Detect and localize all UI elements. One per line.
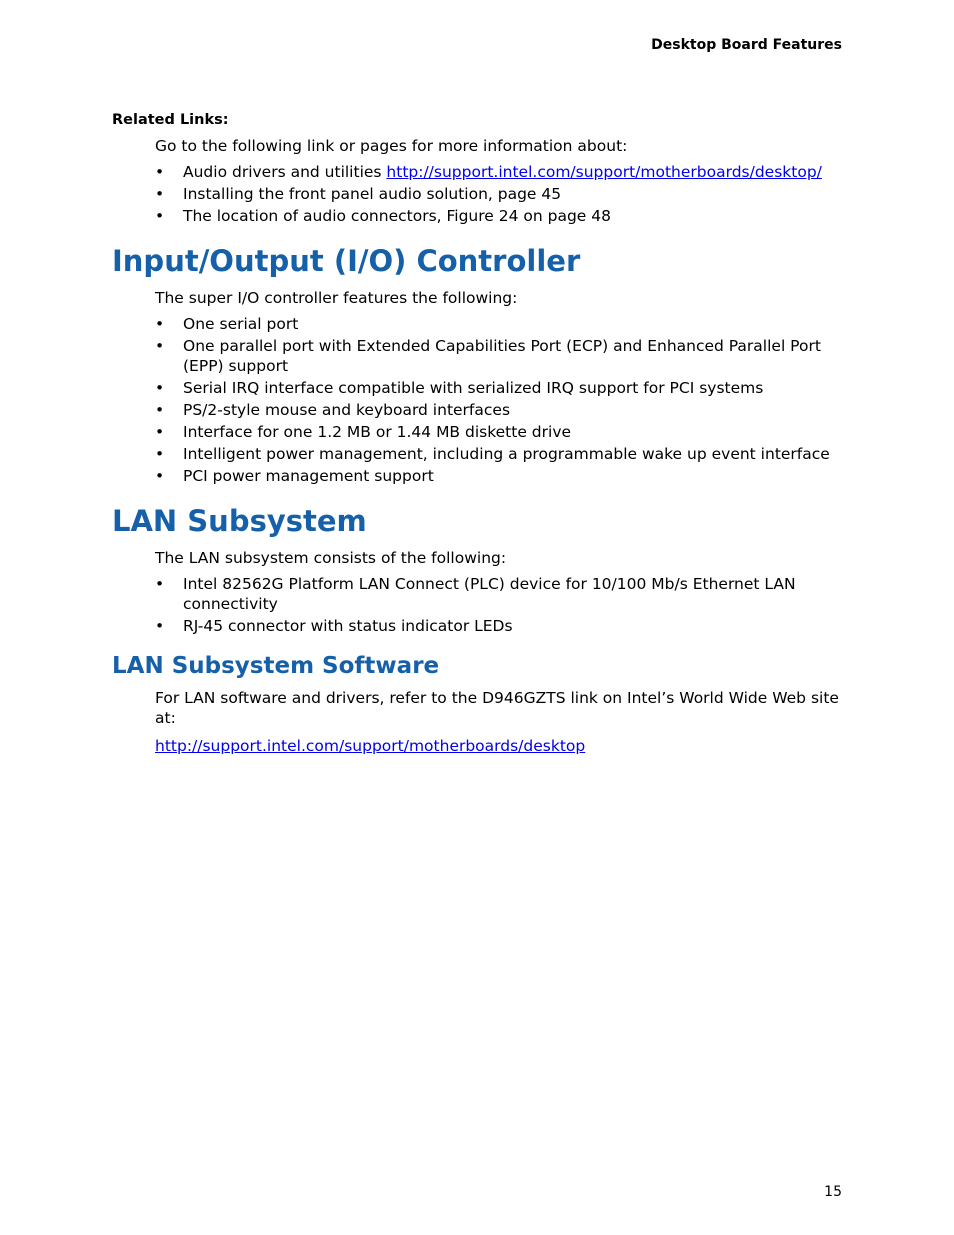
- bullet-icon: •: [155, 337, 165, 355]
- list-item: [155, 574, 842, 614]
- lan-software-link-paragraph: [155, 736, 842, 756]
- list-item: [155, 422, 842, 442]
- related-links-title: Related Links:: [112, 112, 229, 128]
- bullet-icon: •: [155, 163, 165, 181]
- io-controller-list: [155, 314, 842, 486]
- list-item-text: One serial port: [183, 315, 299, 333]
- running-header: Desktop Board Features: [651, 37, 842, 53]
- lan-subsystem-heading: LAN Subsystem: [112, 504, 367, 538]
- list-item-text: RJ-45 connector with status indicator LEDs: [183, 617, 513, 635]
- list-item-text: PS/2-style mouse and keyboard interfaces: [183, 401, 511, 419]
- list-item: [155, 466, 842, 486]
- bullet-icon: •: [155, 185, 165, 203]
- bullet-icon: •: [155, 315, 165, 333]
- list-item: [155, 336, 842, 376]
- list-item: [155, 444, 842, 464]
- bullet-icon: •: [155, 401, 165, 419]
- list-item-text: Audio drivers and utilities: [183, 163, 387, 181]
- list-item: [155, 400, 842, 420]
- list-item: [155, 616, 842, 636]
- list-item-text: Intel 82562G Platform LAN Connect (PLC) device for 10/100 Mb/s Ethernet LAN connectivity: [183, 575, 796, 613]
- lan-software-body: For LAN software and drivers, refer to the D946GZTS link on Intel’s World Wide Web site at:: [155, 689, 839, 727]
- list-item-text: Serial IRQ interface compatible with serialized IRQ support for PCI systems: [183, 379, 764, 397]
- audio-drivers-link[interactable]: http://support.intel.com/support/motherboards/desktop/: [386, 163, 822, 181]
- bullet-icon: •: [155, 575, 165, 593]
- bullet-icon: •: [155, 379, 165, 397]
- related-links-section: [155, 136, 842, 226]
- list-item-text: Installing the front panel audio solution, page 45: [183, 185, 562, 203]
- list-item-text: PCI power management support: [183, 467, 434, 485]
- page-number: 15: [824, 1184, 842, 1200]
- list-item: [155, 184, 842, 204]
- bullet-icon: •: [155, 617, 165, 635]
- related-links-list: [155, 162, 842, 226]
- list-item: [155, 206, 842, 226]
- list-item: [155, 314, 842, 334]
- io-controller-intro: The super I/O controller features the following:: [155, 289, 518, 307]
- io-controller-heading: Input/Output (I/O) Controller: [112, 244, 581, 278]
- page-content: [112, 112, 842, 762]
- lan-subsystem-section: [155, 548, 842, 636]
- related-links-intro: Go to the following link or pages for more information about:: [155, 137, 628, 155]
- io-controller-section: [155, 288, 842, 486]
- list-item-text: Interface for one 1.2 MB or 1.44 MB diskette drive: [183, 423, 572, 441]
- bullet-icon: •: [155, 423, 165, 441]
- lan-software-link[interactable]: http://support.intel.com/support/motherboards/desktop: [155, 737, 586, 755]
- list-item: [155, 162, 842, 182]
- lan-software-heading: LAN Subsystem Software: [112, 653, 440, 679]
- list-item: [155, 378, 842, 398]
- list-item-text: The location of audio connectors, Figure 24 on page 48: [183, 207, 611, 225]
- lan-software-section: [155, 688, 842, 756]
- bullet-icon: •: [155, 207, 165, 225]
- bullet-icon: •: [155, 467, 165, 485]
- list-item-text: One parallel port with Extended Capabilities Port (ECP) and Enhanced Parallel Port (EPP) support: [183, 337, 821, 375]
- lan-subsystem-list: [155, 574, 842, 636]
- lan-subsystem-intro: The LAN subsystem consists of the following:: [155, 549, 507, 567]
- list-item-text: Intelligent power management, including a programmable wake up event interface: [183, 445, 830, 463]
- bullet-icon: •: [155, 445, 165, 463]
